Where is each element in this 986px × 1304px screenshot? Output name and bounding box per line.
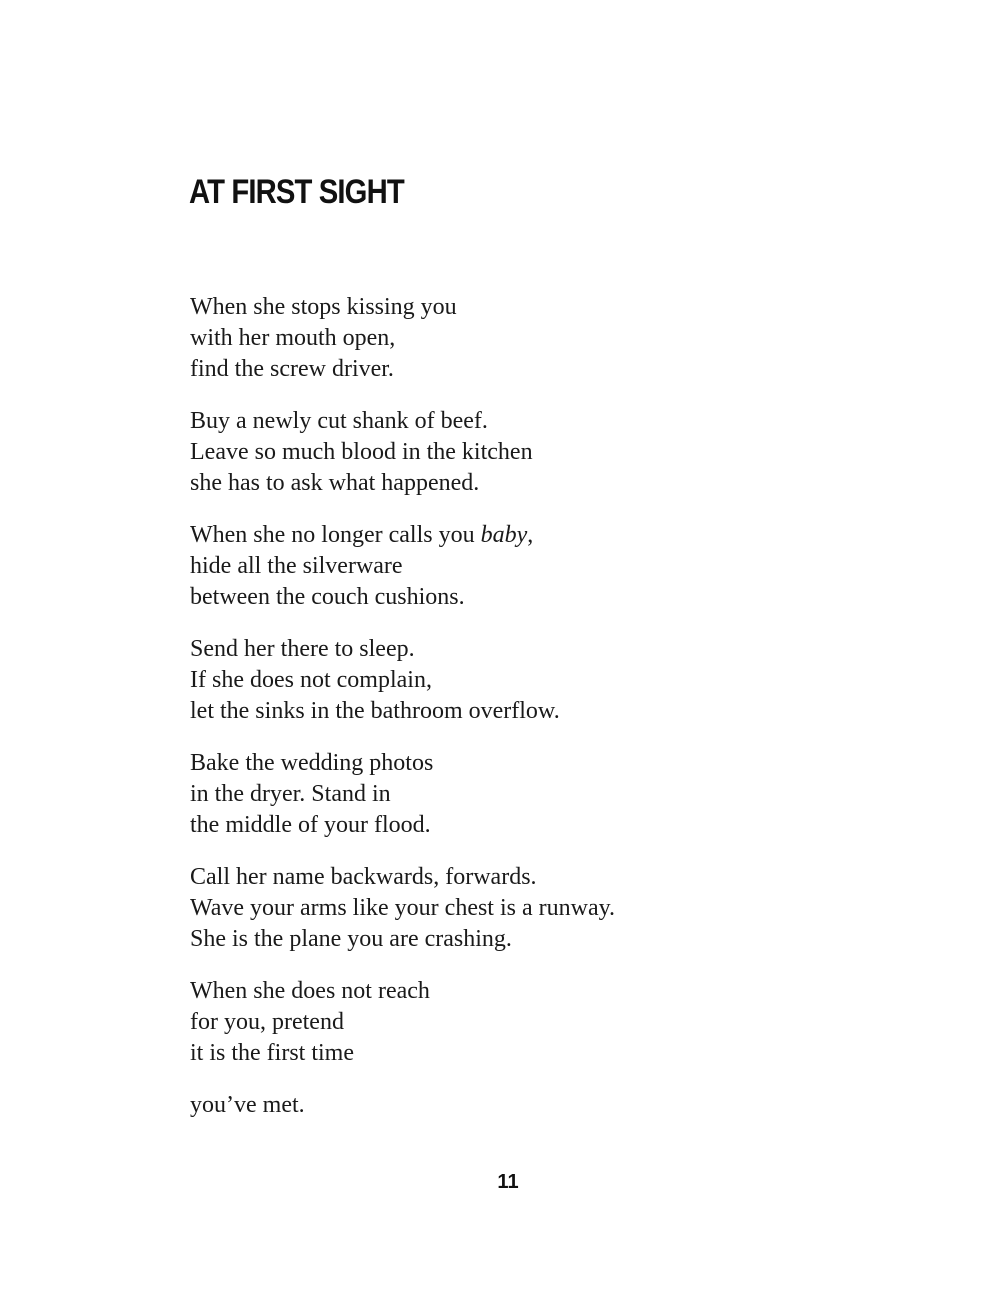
poem-line — [190, 976, 790, 1007]
poem-line — [190, 1038, 790, 1069]
poem-line — [190, 696, 790, 727]
poem-line — [190, 779, 790, 810]
poem-line-text: hide all the silverware — [190, 553, 403, 579]
poem-line-trailing-text: , — [527, 522, 534, 548]
poem-line — [190, 748, 790, 779]
poem-line — [190, 292, 790, 323]
poem-stanza — [190, 292, 790, 385]
poem-body — [190, 292, 790, 1142]
poem-line-text: Call her name backwards, forwards. — [190, 864, 537, 890]
poem-line-text: Wave your arms like your chest is a runway. — [190, 895, 616, 921]
poem-line-text: Send her there to sleep. — [190, 636, 415, 662]
poem-stanza — [190, 406, 790, 499]
page-number: 11 — [497, 1171, 519, 1193]
poem-line — [190, 1007, 790, 1038]
poem-line — [190, 406, 790, 437]
poem-line-text: between the couch cushions. — [190, 584, 465, 610]
poem-line — [190, 810, 790, 841]
poem-line — [190, 437, 790, 468]
poem-line-text: it is the first time — [190, 1040, 354, 1066]
poem-line-text: When she does not reach — [190, 978, 430, 1004]
poem-line-text: she has to ask what happened. — [190, 470, 480, 496]
poem-stanza — [190, 520, 790, 613]
poem-line-italic-text: baby — [480, 522, 528, 548]
poem-line — [190, 665, 790, 696]
poem-line — [190, 551, 790, 582]
poem-line-text: Leave so much blood in the kitchen — [190, 439, 533, 465]
poem-line-text: in the dryer. Stand in — [190, 781, 391, 807]
poem-line-text: When she no longer calls you — [190, 522, 481, 548]
poem-line — [190, 582, 790, 613]
poem-line-text: If she does not complain, — [190, 667, 432, 693]
poem-line-text: the middle of your flood. — [190, 812, 431, 838]
poem-line-text: with her mouth open, — [190, 325, 396, 351]
poem-line-text: She is the plane you are crashing. — [190, 926, 512, 952]
poem-line-text: let the sinks in the bathroom overflow. — [190, 698, 560, 724]
poem-line — [190, 634, 790, 665]
poem-line — [190, 468, 790, 499]
poem-line-text: you’ve met. — [190, 1092, 305, 1118]
poem-stanza — [190, 862, 790, 955]
poem-line-text: find the screw driver. — [190, 356, 394, 382]
poem-stanza — [190, 748, 790, 841]
poem-line — [190, 354, 790, 385]
poem-line-text: Bake the wedding photos — [190, 750, 434, 776]
poem-line-text: for you, pretend — [190, 1009, 344, 1035]
poem-title: AT FIRST SIGHT — [189, 173, 404, 211]
poem-stanza — [190, 634, 790, 727]
poem-line-text: Buy a newly cut shank of beef. — [190, 408, 488, 434]
poem-line — [190, 924, 790, 955]
poem-line — [190, 862, 790, 893]
poem-line — [190, 893, 790, 924]
poem-line — [190, 323, 790, 354]
poem-line — [190, 520, 790, 551]
poem-line — [190, 1090, 790, 1121]
poem-stanza — [190, 976, 790, 1069]
poem-stanza — [190, 1090, 790, 1121]
poem-line-text: When she stops kissing you — [190, 294, 457, 320]
